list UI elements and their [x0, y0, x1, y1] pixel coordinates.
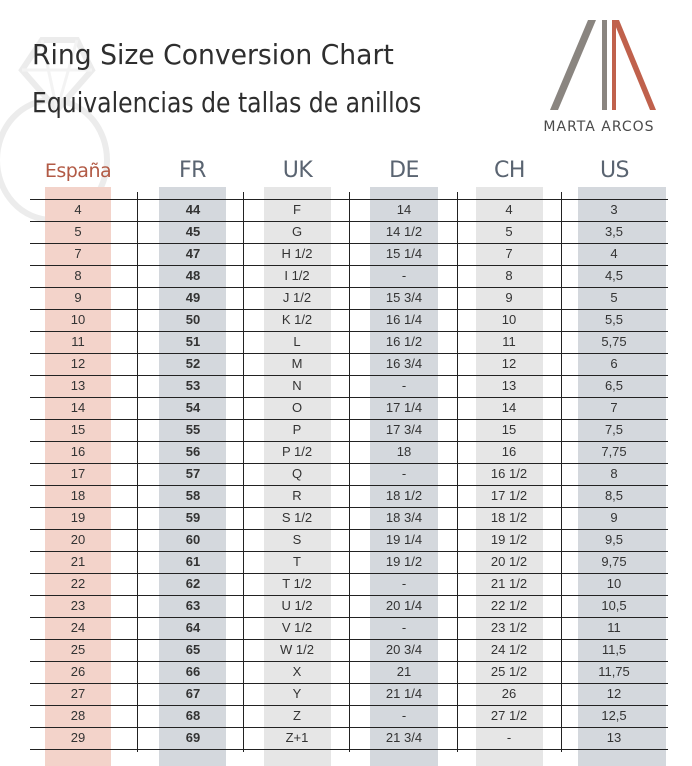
- cell-fr: 50: [185, 312, 201, 327]
- column-header-uk: UK: [282, 158, 313, 183]
- cell-us: 5,75: [601, 334, 627, 349]
- cell-ch: 24 1/2: [490, 642, 528, 657]
- cell-de: -: [401, 466, 407, 481]
- cell-fr: 45: [185, 224, 201, 239]
- cell-uk: W 1/2: [280, 642, 314, 657]
- cell-ch: 15: [501, 422, 517, 437]
- cell-us: 11: [607, 620, 621, 635]
- cell-uk: S 1/2: [281, 510, 313, 525]
- cell-us: 3,5: [604, 224, 624, 239]
- cell-fr: 63: [185, 598, 201, 613]
- cell-espana: 21: [70, 554, 86, 569]
- cell-uk: R: [292, 488, 302, 503]
- table-row: [0, 683, 692, 705]
- table-row: [0, 551, 692, 573]
- cell-de: -: [401, 576, 407, 591]
- cell-fr: 48: [185, 268, 201, 283]
- cell-uk: M: [291, 356, 303, 371]
- cell-fr: 44: [185, 202, 201, 217]
- cell-ch: 26: [501, 686, 517, 701]
- cell-ch: 17 1/2: [490, 488, 528, 503]
- cell-ch: 7: [505, 246, 513, 261]
- cell-uk: I 1/2: [284, 268, 310, 283]
- cell-ch: 20 1/2: [490, 554, 528, 569]
- cell-fr: 51: [185, 334, 201, 349]
- cell-ch: 25 1/2: [490, 664, 528, 679]
- cell-uk: T 1/2: [282, 576, 312, 591]
- cell-uk: L: [293, 334, 301, 349]
- cell-fr: 52: [185, 356, 201, 371]
- cell-de: 17 3/4: [385, 422, 423, 437]
- cell-us: 9,5: [604, 532, 624, 547]
- cell-fr: 66: [185, 664, 201, 679]
- cell-de: 14: [396, 202, 412, 217]
- cell-fr: 57: [185, 466, 201, 481]
- cell-fr: 64: [185, 620, 201, 635]
- cell-de: 21 1/4: [385, 686, 423, 701]
- cell-fr: 58: [185, 488, 201, 503]
- cell-fr: 55: [185, 422, 201, 437]
- cell-ch: 13: [501, 378, 517, 393]
- cell-espana: 15: [70, 422, 86, 437]
- cell-de: 18 3/4: [385, 510, 423, 525]
- cell-us: 6: [610, 356, 618, 371]
- cell-fr: 60: [185, 532, 201, 547]
- cell-espana: 7: [74, 246, 82, 261]
- cell-de: 16 1/4: [385, 312, 423, 327]
- cell-fr: 62: [185, 576, 201, 591]
- table-row: [0, 617, 692, 639]
- cell-fr: 54: [185, 400, 201, 415]
- cell-espana: 13: [70, 378, 86, 393]
- cell-uk: J 1/2: [282, 290, 312, 305]
- cell-ch: 11: [502, 334, 516, 349]
- cell-ch: 16 1/2: [490, 466, 528, 481]
- cell-us: 4: [610, 246, 618, 261]
- cell-ch: 5: [505, 224, 513, 239]
- cell-fr: 67: [185, 686, 201, 701]
- cell-de: 16 1/2: [385, 334, 423, 349]
- cell-ch: 10: [501, 312, 517, 327]
- cell-us: 5: [610, 290, 618, 305]
- cell-espana: 8: [74, 268, 82, 283]
- cell-fr: 56: [185, 444, 201, 459]
- cell-ch: 21 1/2: [490, 576, 528, 591]
- table-row: [0, 463, 692, 485]
- cell-uk: N: [292, 378, 302, 393]
- cell-fr: 59: [185, 510, 201, 525]
- cell-ch: -: [506, 730, 512, 745]
- column-header-espana: España: [44, 160, 112, 182]
- cell-de: -: [401, 378, 407, 393]
- cell-ch: 9: [505, 290, 513, 305]
- cell-uk: P: [292, 422, 302, 437]
- table-row: [0, 705, 692, 727]
- table-row: [0, 639, 692, 661]
- cell-uk: X: [292, 664, 302, 679]
- table-row: [0, 485, 692, 507]
- cell-espana: 9: [74, 290, 82, 305]
- cell-us: 3: [610, 202, 618, 217]
- cell-de: -: [401, 620, 407, 635]
- table-row: [0, 397, 692, 419]
- cell-ch: 23 1/2: [490, 620, 528, 635]
- cell-de: -: [401, 268, 407, 283]
- cell-ch: 19 1/2: [490, 532, 528, 547]
- table-row: [0, 243, 692, 265]
- cell-us: 8,5: [604, 488, 624, 503]
- cell-us: 12,5: [601, 708, 627, 723]
- cell-us: 7: [610, 400, 618, 415]
- cell-de: 16 3/4: [385, 356, 423, 371]
- cell-ch: 27 1/2: [490, 708, 528, 723]
- table-row: [0, 441, 692, 463]
- cell-espana: 14: [70, 400, 86, 415]
- table-row: [0, 727, 692, 749]
- cell-espana: 27: [70, 686, 86, 701]
- cell-uk: Z: [293, 708, 301, 723]
- cell-us: 10,5: [601, 598, 627, 613]
- cell-de: 14 1/2: [385, 224, 423, 239]
- cell-espana: 19: [70, 510, 86, 525]
- cell-espana: 4: [74, 202, 82, 217]
- cell-espana: 18: [70, 488, 86, 503]
- cell-espana: 26: [70, 664, 86, 679]
- column-header-fr: FR: [179, 158, 206, 183]
- cell-fr: 69: [185, 730, 201, 745]
- cell-uk: K 1/2: [281, 312, 313, 327]
- table-row: [0, 529, 692, 551]
- cell-fr: 68: [185, 708, 201, 723]
- cell-uk: T: [293, 554, 301, 569]
- title-english: Ring Size Conversion Chart: [32, 38, 394, 71]
- table-row: [0, 309, 692, 331]
- cell-us: 8: [610, 466, 618, 481]
- cell-espana: 11: [71, 334, 85, 349]
- table-row: [0, 199, 692, 221]
- table-row: [0, 507, 692, 529]
- cell-de: 18 1/2: [385, 488, 423, 503]
- cell-de: 15 3/4: [385, 290, 423, 305]
- cell-us: 5,5: [604, 312, 624, 327]
- cell-us: 12: [606, 686, 622, 701]
- cell-de: 21: [396, 664, 412, 679]
- title-spanish: Equivalencias de tallas de anillos: [32, 86, 422, 119]
- table-row: [0, 287, 692, 309]
- cell-de: 20 3/4: [385, 642, 423, 657]
- cell-uk: Q: [291, 466, 303, 481]
- cell-us: 7,5: [604, 422, 624, 437]
- cell-ch: 8: [505, 268, 513, 283]
- cell-ch: 4: [505, 202, 513, 217]
- cell-espana: 24: [70, 620, 86, 635]
- cell-uk: U 1/2: [281, 598, 313, 613]
- table-row: [0, 419, 692, 441]
- table-row: [0, 265, 692, 287]
- cell-fr: 53: [185, 378, 201, 393]
- cell-ch: 12: [501, 356, 517, 371]
- cell-espana: 10: [70, 312, 86, 327]
- cell-uk: S: [292, 532, 302, 547]
- cell-espana: 12: [70, 356, 86, 371]
- cell-uk: V 1/2: [281, 620, 313, 635]
- table-row: [0, 331, 692, 353]
- column-header-us: US: [599, 158, 630, 183]
- table-row: [0, 221, 692, 243]
- cell-espana: 25: [70, 642, 86, 657]
- column-header-ch: CH: [494, 158, 525, 183]
- cell-de: 19 1/4: [385, 532, 423, 547]
- cell-de: 18: [396, 444, 412, 459]
- cell-uk: O: [291, 400, 303, 415]
- cell-de: 21 3/4: [385, 730, 423, 745]
- cell-espana: 22: [70, 576, 86, 591]
- column-header-de: DE: [389, 158, 419, 183]
- cell-us: 11,5: [601, 642, 627, 657]
- cell-us: 4,5: [604, 268, 624, 283]
- table-row: [0, 573, 692, 595]
- cell-us: 9,75: [601, 554, 627, 569]
- table-row: [0, 353, 692, 375]
- cell-espana: 17: [70, 466, 86, 481]
- table-row: [0, 375, 692, 397]
- cell-us: 7,75: [601, 444, 627, 459]
- cell-fr: 47: [185, 246, 201, 261]
- cell-uk: H 1/2: [281, 246, 313, 261]
- cell-us: 13: [606, 730, 622, 745]
- cell-espana: 5: [74, 224, 82, 239]
- cell-fr: 65: [185, 642, 201, 657]
- cell-ch: 16: [501, 444, 517, 459]
- cell-fr: 49: [185, 290, 201, 305]
- cell-fr: 61: [185, 554, 201, 569]
- cell-de: 19 1/2: [385, 554, 423, 569]
- cell-us: 6,5: [604, 378, 624, 393]
- cell-de: 17 1/4: [385, 400, 423, 415]
- cell-de: 20 1/4: [385, 598, 423, 613]
- cell-uk: P 1/2: [281, 444, 313, 459]
- cell-uk: G: [291, 224, 303, 239]
- cell-espana: 29: [70, 730, 86, 745]
- cell-espana: 28: [70, 708, 86, 723]
- cell-espana: 23: [70, 598, 86, 613]
- row-divider: [30, 749, 668, 750]
- cell-espana: 16: [70, 444, 86, 459]
- cell-espana: 20: [70, 532, 86, 547]
- cell-uk: Y: [292, 686, 302, 701]
- cell-uk: F: [293, 202, 301, 217]
- brand-name: MARTA ARCOS: [543, 119, 655, 135]
- cell-ch: 14: [501, 400, 517, 415]
- table-row: [0, 595, 692, 617]
- cell-us: 11,75: [598, 664, 630, 679]
- table-row: [0, 661, 692, 683]
- cell-us: 10: [606, 576, 622, 591]
- marta-arcos-logo: [540, 18, 670, 114]
- cell-uk: Z+1: [285, 730, 309, 745]
- cell-de: 15 1/4: [385, 246, 423, 261]
- cell-us: 9: [610, 510, 618, 525]
- cell-ch: 18 1/2: [490, 510, 528, 525]
- cell-de: -: [401, 708, 407, 723]
- cell-ch: 22 1/2: [490, 598, 528, 613]
